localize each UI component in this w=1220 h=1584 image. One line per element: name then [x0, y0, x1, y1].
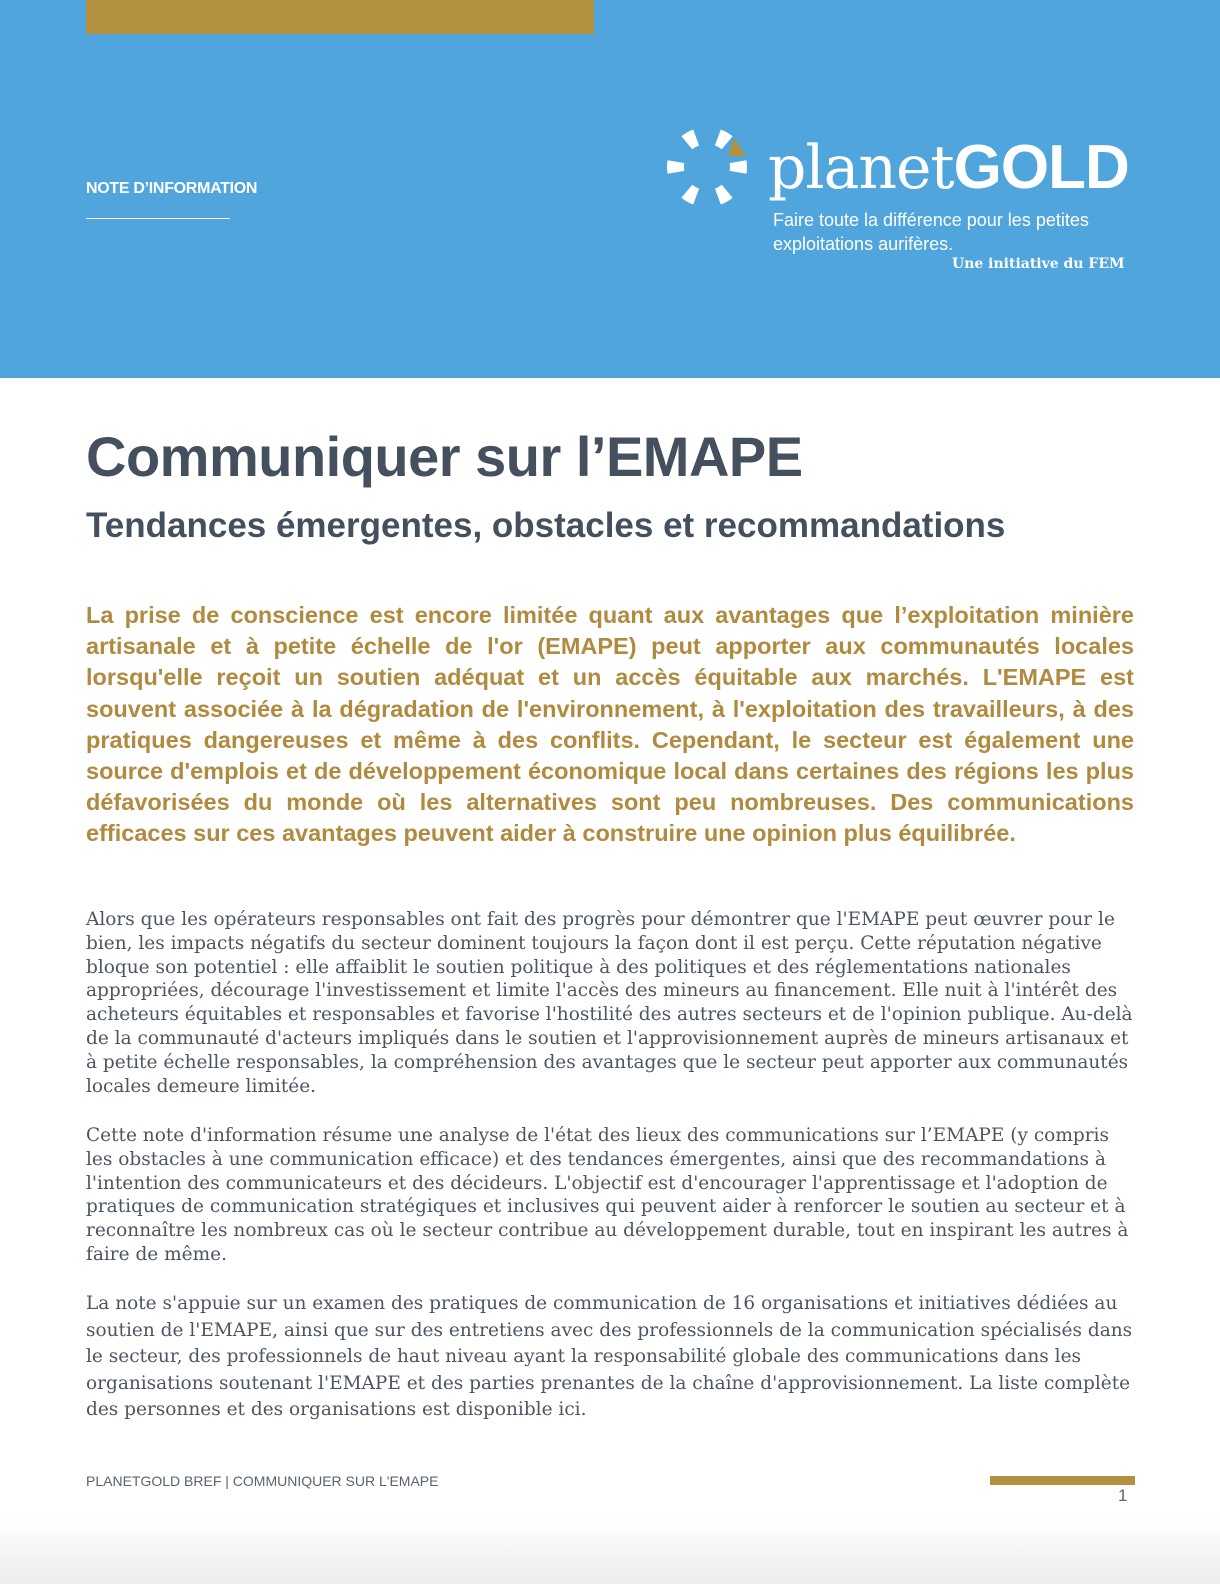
wordmark-planet: planet	[768, 133, 954, 203]
body-paragraph: Cette note d'information résume une analyse de l'état des lieux des communications sur l’EMAPE (y compris les obstacles à une communication efficace) et des tendances émergentes, ainsi que des recommandations à l'intention des communicateurs et des décideurs. L'objectif est d'encourager l'apprentissage et l'adoption de pratiques de communication stratégiques et inclusives qui peuvent aider à renforcer le soutien au secteur et à reconnaître les nombreux cas où le secteur contribue au développement durable, tout en inspirant les autres à faire de même.	[86, 1125, 1129, 1265]
page-number: 1	[1118, 1486, 1128, 1505]
planetgold-wordmark	[768, 128, 1129, 208]
footer-accent-bar	[990, 1476, 1135, 1485]
page-subtitle: Tendances émergentes, obstacles et recommandations	[86, 506, 1006, 545]
planetgold-sun-icon	[662, 122, 752, 212]
note-label-underline	[86, 218, 230, 219]
body-paragraph: Alors que les opérateurs responsables ont fait des progrès pour démontrer que l'EMAPE peut œuvrer pour le bien, les impacts négatifs du secteur dominent toujours la façon dont il est perçu. Cette réputation négative bloque son potentiel : elle affaiblit le soutien politique à des politiques et des réglementations nationales appropriées, décourage l'investissement et limite l'accès des mineurs au financement. Elle nuit à l'intérêt des acheteurs équitables et responsables et favorise l'hostilité des autres secteurs et de l'opinion publique. Au-delà de la communauté d'acteurs impliqués dans le soutien et l'approvisionnement auprès de mineurs artisanaux et à petite échelle responsables, la compréhension des avantages que le secteur peut apporter aux communautés locales demeure limitée.	[86, 909, 1133, 1097]
header-banner	[0, 0, 1220, 378]
lead-paragraph: La prise de conscience est encore limitée quant aux avantages que l’exploitation minière artisanale et à petite échelle de l'or (EMAPE) peut apporter aux communautés locales lorsqu'elle reçoit un soutien adéquat et un accès équitable aux marchés. L'EMAPE est souvent associée à la dégradation de l'environnement, à l'exploitation des travailleurs, à des pratiques dangereuses et même à des conflits. Cependant, le secteur est également une source d'emplois et de développement économique local dans certaines des régions les plus défavorisées du monde où les alternatives sont peu nombreuses. Des communications efficaces sur ces avantages peuvent aider à construire une opinion plus équilibrée.	[86, 602, 1134, 847]
footer-label: PLANETGOLD BREF | COMMUNIQUER SUR L'EMAPE	[86, 1473, 439, 1489]
wordmark-gold: GOLD	[953, 133, 1129, 202]
note-label: NOTE D’INFORMATION	[86, 180, 258, 197]
body-paragraph: La note s'appuie sur un examen des pratiques de communication de 16 organisations et initiatives dédiées au soutien de l'EMAPE, ainsi que sur des entretiens avec des professionnels de la communication spécialisés dans le secteur, des professionnels de haut niveau ayant la responsabilité globale des communications dans les organisations soutenant l'EMAPE et des parties prenantes de la chaîne d'approvisionnement. La liste complète des personnes et des organisations est disponible ici.	[86, 1293, 1133, 1420]
page-bottom-shade	[0, 1518, 1220, 1584]
logo-initiative: Une initiative du FEM	[952, 256, 1125, 272]
planetgold-logo	[662, 120, 1132, 280]
top-accent-bar	[86, 0, 594, 34]
logo-tagline: Faire toute la différence pour les petites exploitations aurifères.	[773, 210, 1089, 254]
page-title: Communiquer sur l’EMAPE	[86, 425, 803, 488]
